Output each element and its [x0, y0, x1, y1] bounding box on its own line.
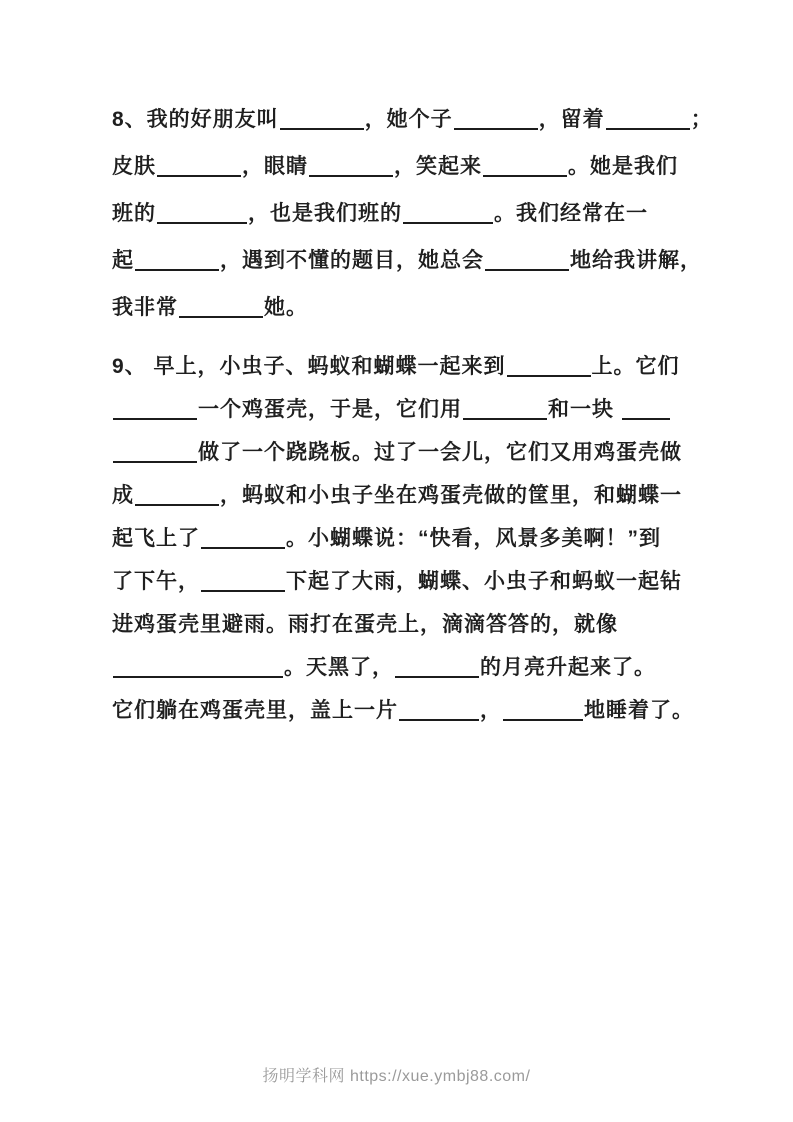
- text-run: ，也是我们班的: [248, 202, 402, 225]
- text-run: ，蚂蚁和小虫子坐在鸡蛋壳做的筐里，和蝴蝶一: [220, 484, 682, 507]
- text-run: ，留着: [538, 108, 605, 131]
- text-run: 做了一个跷跷板。过了一会儿，它们又用鸡蛋壳做: [198, 441, 682, 464]
- text-run: 皮肤: [112, 155, 156, 178]
- text-run: ；: [690, 108, 713, 131]
- text-run: 我非常: [112, 296, 178, 319]
- question-8-paragraph: [112, 96, 713, 331]
- fill-in-blank-line: [463, 415, 547, 420]
- text-run: ，遇到不懂的题目，她总会: [220, 249, 484, 272]
- fill-in-blank-line: [454, 125, 538, 130]
- fill-in-blank-line: [280, 125, 364, 130]
- fill-in-blank-line: [157, 172, 241, 177]
- question-8-line-2: [112, 143, 678, 190]
- text-run: 。我们经常在一: [494, 202, 648, 225]
- footer-watermark: 扬明学科网 https://xue.ymbj88.com/: [262, 1068, 531, 1085]
- fill-in-blank-line: [485, 266, 569, 271]
- fill-in-blank-line: [503, 716, 583, 721]
- text-run: 下起了大雨，蝴蝶、小虫子和蚂蚁一起钻: [286, 570, 682, 593]
- fill-in-blank-line: [157, 219, 247, 224]
- text-run: 上。它们: [591, 355, 680, 378]
- fill-in-blank-line: [113, 415, 197, 420]
- text-run: 她。: [264, 296, 308, 319]
- text-run: 。小蝴蝶说：“快看，风景多美啊！”到: [286, 527, 661, 550]
- text-run: ，: [480, 699, 502, 722]
- text-run: 。她是我们: [568, 155, 678, 178]
- fill-in-blank-line: [507, 372, 591, 377]
- text-run: 成: [112, 484, 134, 507]
- question-9-line-4: [112, 474, 682, 517]
- question-8-line-5: [112, 284, 678, 331]
- question-9-line-8: [112, 646, 678, 689]
- fill-in-blank-line: [135, 266, 219, 271]
- text-run: 班的: [112, 202, 156, 225]
- question-9-line-2: [112, 388, 678, 431]
- fill-in-blank-line: [201, 587, 285, 592]
- question-8-line-1: [112, 96, 713, 143]
- text-run: 和一块: [548, 398, 621, 421]
- question-9-line-1: [112, 345, 678, 388]
- text-run: 进鸡蛋壳里避雨。雨打在蛋壳上，滴滴答答的，就像: [112, 613, 618, 636]
- text-run: ，她个子: [364, 108, 453, 131]
- text-run: 。天黑了，: [284, 656, 394, 679]
- text-run: 地睡着了。: [584, 699, 694, 722]
- text-run: 的月亮升起来了。: [480, 656, 656, 679]
- fill-in-blank-line: [606, 125, 690, 130]
- question-9-line-6: [112, 560, 682, 603]
- text-run: ，笑起来: [394, 155, 482, 178]
- fill-in-blank-line: [403, 219, 493, 224]
- question-8-line-4: [112, 237, 702, 284]
- fill-in-blank-line: [309, 172, 393, 177]
- text-run: 地给我讲解，: [570, 249, 702, 272]
- text-run: 起飞上了: [112, 527, 200, 550]
- text-run: 8、我的好朋友叫: [112, 108, 279, 131]
- question-9-paragraph: [112, 345, 694, 732]
- question-8-line-3: [112, 190, 678, 237]
- text-run: 起: [112, 249, 134, 272]
- fill-in-blank-line: [201, 544, 285, 549]
- fill-in-blank-line: [113, 673, 283, 678]
- question-9-line-7: [112, 603, 678, 646]
- text-run: 了下午，: [112, 570, 200, 593]
- fill-in-blank-line: [135, 501, 219, 506]
- question-9-line-3: [112, 431, 682, 474]
- question-9-line-5: [112, 517, 678, 560]
- question-9-line-9: [112, 689, 694, 732]
- fill-in-blank-line: [399, 716, 479, 721]
- fill-in-blank-line: [179, 313, 263, 318]
- text-run: ，眼睛: [242, 155, 308, 178]
- worksheet-content: [112, 96, 713, 732]
- fill-in-blank-line: [622, 415, 670, 420]
- fill-in-blank-line: [113, 458, 197, 463]
- text-run: 9、 早上，小虫子、蚂蚁和蝴蝶一起来到: [112, 355, 506, 378]
- fill-in-blank-line: [483, 172, 567, 177]
- text-run: 它们躺在鸡蛋壳里，盖上一片: [112, 699, 398, 722]
- text-run: 一个鸡蛋壳，于是，它们用: [198, 398, 462, 421]
- fill-in-blank-line: [395, 673, 479, 678]
